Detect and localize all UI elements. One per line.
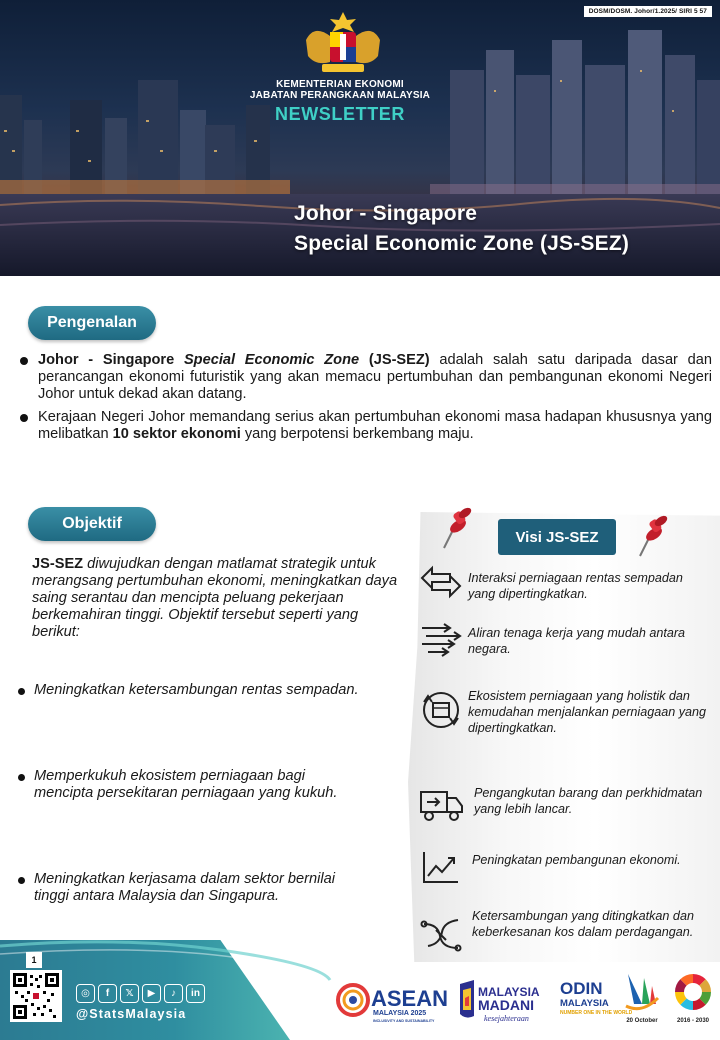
growth-chart-icon bbox=[418, 848, 464, 888]
svg-text:INCLUSIVITY AND SUSTAINABILITY: INCLUSIVITY AND SUSTAINABILITY bbox=[373, 1019, 435, 1023]
page-title-line1: Johor - Singapore bbox=[294, 202, 478, 225]
section-heading-objektif: Objektif bbox=[28, 507, 156, 541]
objective-intro bbox=[32, 556, 400, 641]
visi-item-text: Ekosistem perniagaan yang holistik dan kemudahan menjalankan perniagaan yang dipertingkatkan. bbox=[468, 689, 707, 735]
bullet-icon bbox=[20, 357, 28, 365]
bullet-icon bbox=[20, 414, 28, 422]
linkedin-icon[interactable]: in bbox=[186, 984, 205, 1003]
pushpin-icon bbox=[634, 514, 668, 558]
intro-list bbox=[16, 352, 712, 443]
svg-text:ODIN: ODIN bbox=[560, 979, 603, 998]
speed-arrows-icon bbox=[418, 618, 464, 658]
reference-code: DOSM/DOSM. Johor/1.2025/ SIRI 5 57 bbox=[584, 6, 712, 17]
visi-item-text: Peningkatan pembangunan ekonomi. bbox=[472, 853, 681, 867]
bullet-icon bbox=[18, 877, 25, 884]
objective-text: Meningkatkan ketersambungan rentas sempadan. bbox=[34, 682, 359, 698]
asean-logo-text: ASEAN bbox=[371, 986, 449, 1011]
bold-italic-text: Special Economic Zone bbox=[183, 352, 360, 368]
visi-item-text: Ketersambungan yang ditingkatkan dan keberkesanan kos dalam perdagangan. bbox=[472, 909, 694, 939]
svg-text:kesejahteraan: kesejahteraan bbox=[484, 1014, 529, 1023]
svg-text:MALAYSIA: MALAYSIA bbox=[478, 985, 540, 999]
social-icons-row bbox=[76, 984, 205, 1003]
bold-text: 10 sektor ekonomi bbox=[112, 426, 241, 442]
body-text: yang berpotensi berkembang maju. bbox=[240, 426, 474, 442]
social-handle[interactable]: @StatsMalaysia bbox=[76, 1007, 187, 1021]
instagram-icon[interactable]: ◎ bbox=[76, 984, 95, 1003]
page-title-line2: Special Economic Zone (JS-SEZ) bbox=[294, 232, 630, 255]
body-text: adalah salah satu daripada dasar dan perancangan ekonomi futuristik yang akan memacu pertumbuhan dan pembangunan ekonomi Negeri Johor untuk dekad akan datang. bbox=[38, 352, 712, 402]
svg-text:2016 - 2030: 2016 - 2030 bbox=[676, 1018, 710, 1024]
malaysia-coat-of-arms-icon bbox=[300, 10, 386, 76]
objective-item bbox=[16, 768, 366, 802]
tiktok-icon[interactable]: ♪ bbox=[164, 984, 183, 1003]
asean-malaysia-2025-logo bbox=[336, 976, 449, 1026]
bold-text: JS-SEZ bbox=[32, 556, 84, 572]
body-text: Kerajaan Negeri Johor memandang serius akan pertumbuhan ekonomi masa hadapan khususnya yang melibatkan bbox=[38, 409, 712, 442]
header-banner bbox=[0, 0, 720, 276]
pushpin-icon bbox=[438, 506, 472, 550]
bold-text: (JS-SEZ) bbox=[359, 352, 430, 368]
svg-text:MALAYSIA: MALAYSIA bbox=[560, 998, 609, 1009]
department-name: JABATAN PERANGKAAN MALAYSIA bbox=[249, 90, 431, 101]
list-item bbox=[16, 409, 712, 443]
section-heading-pengenalan: Pengenalan bbox=[28, 306, 156, 340]
svg-text:MALAYSIA 2025: MALAYSIA 2025 bbox=[373, 1010, 427, 1017]
body-text: diwujudkan dengan matlamat strategik untuk merangsang pertumbuhan ekonomi, meningkatkan daya saing serantau dan mencipta peluang pekerjaan berkemahiran tinggi. Objektif tersebut seperti yang berikut: bbox=[32, 556, 398, 640]
visi-item-text: Pengangkutan barang dan perkhidmatan yang lebih lancar. bbox=[474, 786, 703, 816]
objective-item bbox=[16, 871, 366, 905]
bold-text: Johor - Singapore bbox=[38, 352, 184, 368]
bullet-icon bbox=[18, 774, 25, 781]
page-number: 1 bbox=[26, 952, 42, 968]
odin-malaysia-logo bbox=[558, 976, 633, 1026]
publication-label: NEWSLETTER bbox=[275, 104, 405, 124]
visi-item-text: Aliran tenaga kerja yang mudah antara negara. bbox=[468, 626, 686, 656]
objective-text: Memperkukuh ekosistem perniagaan bagi mencipta persekitaran perniagaan yang kukuh. bbox=[34, 768, 338, 801]
ministry-name: KEMENTERIAN EKONOMI bbox=[276, 79, 404, 90]
objective-item bbox=[16, 682, 366, 699]
svg-text:20 October: 20 October bbox=[626, 1018, 658, 1024]
qr-code-icon[interactable] bbox=[10, 970, 62, 1022]
sdg-wheel-logo bbox=[668, 970, 718, 1026]
svg-text:MADANI: MADANI bbox=[478, 997, 534, 1013]
visi-item-text: Interaksi perniagaan rentas sempadan yang dipertingkatkan. bbox=[468, 571, 683, 601]
facebook-icon[interactable]: f bbox=[98, 984, 117, 1003]
exchange-arrows-icon bbox=[418, 562, 464, 602]
delivery-truck-icon bbox=[418, 784, 464, 824]
x-icon[interactable]: 𝕏 bbox=[120, 984, 139, 1003]
svg-text:NUMBER ONE IN THE WORLD: NUMBER ONE IN THE WORLD bbox=[560, 1010, 633, 1016]
youtube-icon[interactable]: ▶ bbox=[142, 984, 161, 1003]
ecosystem-cycle-icon bbox=[418, 690, 464, 730]
bullet-icon bbox=[18, 688, 25, 695]
world-statistics-day-logo bbox=[620, 970, 664, 1026]
objective-text: Meningkatkan kerjasama dalam sektor bernilai tinggi antara Malaysia dan Singapura. bbox=[34, 871, 335, 904]
list-item bbox=[16, 352, 712, 403]
malaysia-madani-logo bbox=[454, 976, 554, 1026]
visi-heading: Visi JS-SEZ bbox=[498, 519, 616, 555]
